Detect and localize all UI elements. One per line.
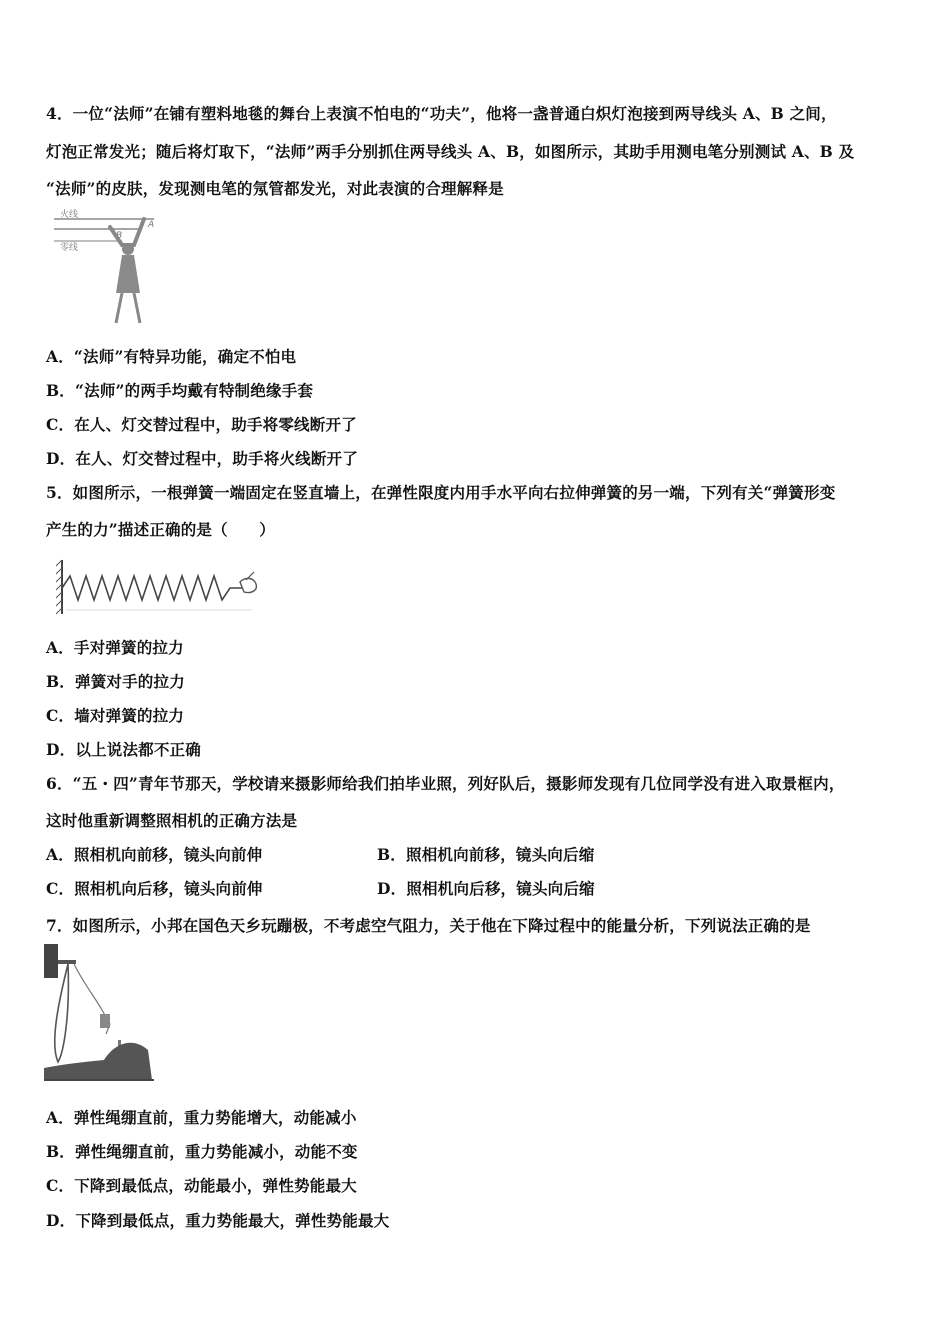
- q7-option-a: A．弹性绳绷直前，重力势能增大，动能减小: [46, 1108, 357, 1127]
- spring-wall-icon: [56, 558, 262, 618]
- point-a-label: A: [148, 220, 155, 230]
- point-b-label: B: [116, 231, 123, 241]
- q7-option-d: D．下降到最低点，重力势能最大，弹性势能最大: [46, 1211, 390, 1230]
- q4-option-a: A．“法师”有特异功能，确定不怕电: [46, 347, 297, 366]
- q6-option-d: D．照相机向后移，镜头向后缩: [377, 879, 595, 898]
- q6-option-b: B．照相机向前移，镜头向后缩: [377, 845, 595, 864]
- q7-stem-line-1: 7．如图所示，小邦在国色天乡玩蹦极，不考虑空气阻力，关于他在下降过程中的能量分析，下列说法正确的是: [46, 916, 811, 935]
- q5-stem-line-2: 产生的力”描述正确的是（ ）: [46, 520, 275, 539]
- q6-stem-line-1: 6．“五・四”青年节那天，学校请来摄影师给我们拍毕业照，列好队后，摄影师发现有几位同学没有进入取景框内，: [46, 774, 845, 793]
- q4-option-b: B．“法师”的两手均戴有特制绝缘手套: [46, 381, 314, 400]
- q6-option-a: A．照相机向前移，镜头向前伸: [46, 845, 263, 864]
- magician-figure-icon: [52, 205, 162, 330]
- q4-stem-line-3: “法师”的皮肤，发现测电笔的氖管都发光，对此表演的合理解释是: [46, 179, 504, 198]
- q4-stem-line-1: 4．一位“法师”在铺有塑料地毯的舞台上表演不怕电的“功夫”，他将一盏普通白炽灯泡接到两导线头 A、B 之间，: [46, 104, 837, 123]
- q7-option-c: C．下降到最低点，动能最小，弹性势能最大: [46, 1176, 357, 1195]
- q5-option-a: A．手对弹簧的拉力: [46, 638, 184, 657]
- q6-stem-line-2: 这时他重新调整照相机的正确方法是: [46, 811, 298, 830]
- q4-stem-line-2: 灯泡正常发光；随后将灯取下，“法师”两手分别抓住两导线头 A、B，如图所示，其助手用测电笔分别测试 A、B 及: [46, 142, 855, 161]
- q4-option-c: C．在人、灯交替过程中，助手将零线断开了: [46, 415, 357, 434]
- q6-option-c: C．照相机向后移，镜头向前伸: [46, 879, 263, 898]
- neutral-wire-label: 零线: [60, 243, 79, 253]
- q4-option-d: D．在人、灯交替过程中，助手将火线断开了: [46, 449, 358, 468]
- live-wire-label: 火线: [60, 210, 79, 220]
- q5-option-d: D．以上说法都不正确: [46, 740, 201, 759]
- q5-stem-line-1: 5．如图所示，一根弹簧一端固定在竖直墙上，在弹性限度内用手水平向右拉伸弹簧的另一端，下列有关“弹簧形变: [46, 483, 836, 502]
- q7-option-b: B．弹性绳绷直前，重力势能减小，动能不变: [46, 1142, 358, 1161]
- bungee-jump-icon: [44, 944, 154, 1084]
- q5-option-b: B．弹簧对手的拉力: [46, 672, 185, 691]
- q5-option-c: C．墙对弹簧的拉力: [46, 706, 185, 725]
